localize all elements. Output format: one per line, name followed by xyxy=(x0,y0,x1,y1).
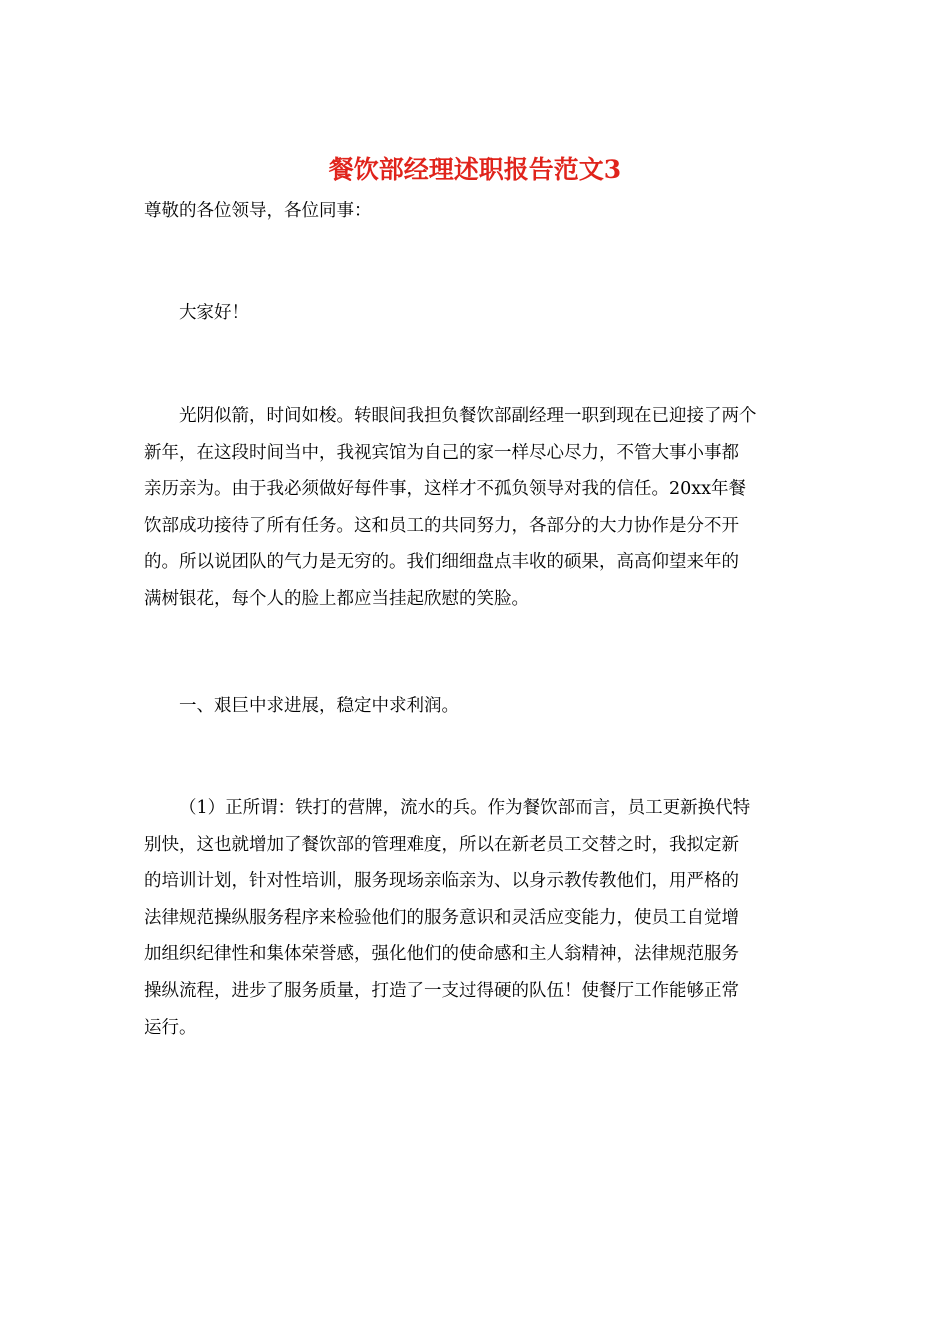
paragraph-training xyxy=(144,790,804,1046)
paragraph-line: 饮部成功接待了所有任务。这和员工的共同努力，各部分的大力协作是分不开 xyxy=(144,515,739,536)
paragraph-line: 新年，在这段时间当中，我视宾馆为自己的家一样尽心尽力，不管大事小事都 xyxy=(144,442,739,463)
paragraph-line: 加组织纪律性和集体荣誉感，强化他们的使命感和主人翁精神，法律规范服务 xyxy=(144,944,739,965)
paragraph-line: 的。所以说团队的气力是无穷的。我们细细盘点丰收的硕果，高高仰望来年的 xyxy=(144,552,739,573)
paragraph-line: 的培训计划，针对性培训，服务现场亲临亲为、以身示教传教他们，用严格的 xyxy=(144,871,739,892)
paragraph-line: 运行。 xyxy=(144,1017,197,1038)
salutation: 尊敬的各位领导，各位同事： xyxy=(144,201,372,221)
paragraph-line: 操纵流程，进步了服务质量，打造了一支过得硬的队伍！使餐厅工作能够正常 xyxy=(144,980,739,1001)
paragraph-line: 亲历亲为。由于我必须做好每件事，这样才不孤负领导对我的信任。20xx年餐 xyxy=(144,479,747,500)
paragraph-line: 别快，这也就增加了餐饮部的管理难度，所以在新老员工交替之时，我拟定新 xyxy=(144,834,739,855)
section-heading: 一、艰巨中求进展，稳定中求利润。 xyxy=(179,696,459,716)
paragraph-line: 光阴似箭，时间如梭。转眼间我担负餐饮部副经理一职到现在已迎接了两个 xyxy=(179,406,757,426)
document-title: 餐饮部经理述职报告范文3 xyxy=(328,155,622,184)
greeting: 大家好！ xyxy=(179,303,249,323)
paragraph-intro xyxy=(144,398,804,618)
paragraph-line: 法律规范操纵服务程序来检验他们的服务意识和灵活应变能力，使员工自觉增 xyxy=(144,907,739,928)
paragraph-line: 满树银花，每个人的脸上都应当挂起欣慰的笑脸。 xyxy=(144,588,529,609)
paragraph-line: （1）正所谓：铁打的营牌，流水的兵。作为餐饮部而言，员工更新换代特 xyxy=(179,798,751,818)
